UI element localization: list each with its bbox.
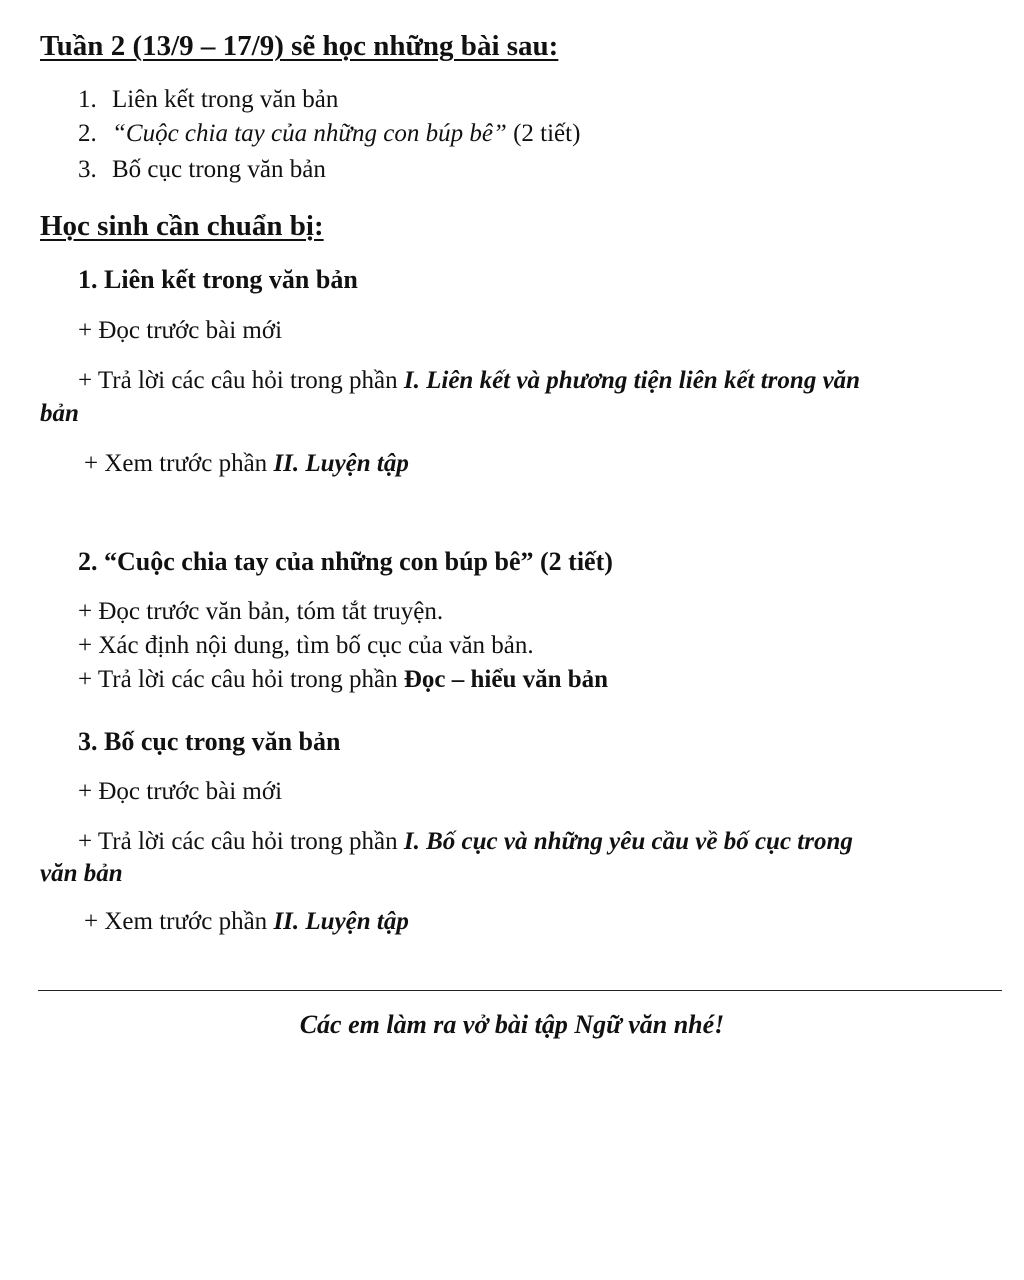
task-line: + Đọc trước bài mới: [78, 778, 283, 805]
task-line: [84, 450, 409, 478]
list-item: [78, 120, 580, 148]
task-line-continued: văn bản: [40, 860, 123, 887]
task-line: + Đọc trước bài mới: [78, 317, 283, 344]
list-item: [78, 86, 338, 114]
task-line: [78, 828, 853, 856]
list-item-text: “Cuộc chia tay của những con búp bê”: [112, 120, 507, 147]
task-text: + Trả lời các câu hỏi trong phần: [78, 367, 404, 394]
section-title-3: 3. Bố cục trong văn bản: [78, 727, 341, 756]
task-emphasis: I. Liên kết và phương tiện liên kết trong văn: [403, 367, 861, 394]
task-line: + Đọc trước văn bản, tóm tắt truyện.: [78, 598, 444, 625]
task-line-continued: bản: [40, 400, 79, 427]
list-item-number: 1.: [78, 86, 97, 113]
task-text: + Trả lời các câu hỏi trong phần: [78, 666, 404, 693]
list-item-text: Liên kết trong văn bản: [112, 86, 339, 113]
divider: [38, 990, 1002, 991]
list-item-number: 2.: [78, 120, 97, 147]
task-text: + Xem trước phần: [84, 450, 274, 477]
task-line: [78, 666, 608, 694]
task-emphasis: I. Bố cục và những yêu cầu về bố cục trong: [403, 828, 853, 855]
list-item-number: 3.: [78, 156, 97, 183]
footer-note: Các em làm ra vở bài tập Ngữ văn nhé!: [299, 1010, 725, 1039]
task-emphasis: II. Luyện tập: [273, 450, 409, 477]
section-title-2: 2. “Cuộc chia tay của những con búp bê” (2 tiết): [78, 547, 613, 576]
list-item: [78, 156, 326, 184]
list-item-text: Bố cục trong văn bản: [112, 156, 326, 183]
task-line: [84, 908, 409, 936]
section-title-1: 1. Liên kết trong văn bản: [78, 265, 358, 294]
task-emphasis: Đọc – hiểu văn bản: [403, 666, 609, 693]
task-line: + Xác định nội dung, tìm bố cục của văn bản.: [78, 632, 534, 659]
task-emphasis: II. Luyện tập: [273, 908, 409, 935]
page-title: Tuần 2 (13/9 – 17/9) sẽ học những bài sau:: [40, 30, 559, 62]
task-line: [78, 367, 860, 395]
task-text: + Xem trước phần: [84, 908, 274, 935]
list-item-suffix: (2 tiết): [506, 120, 581, 147]
task-text: + Trả lời các câu hỏi trong phần: [78, 828, 404, 855]
prep-heading: Học sinh cần chuẩn bị:: [40, 210, 324, 242]
